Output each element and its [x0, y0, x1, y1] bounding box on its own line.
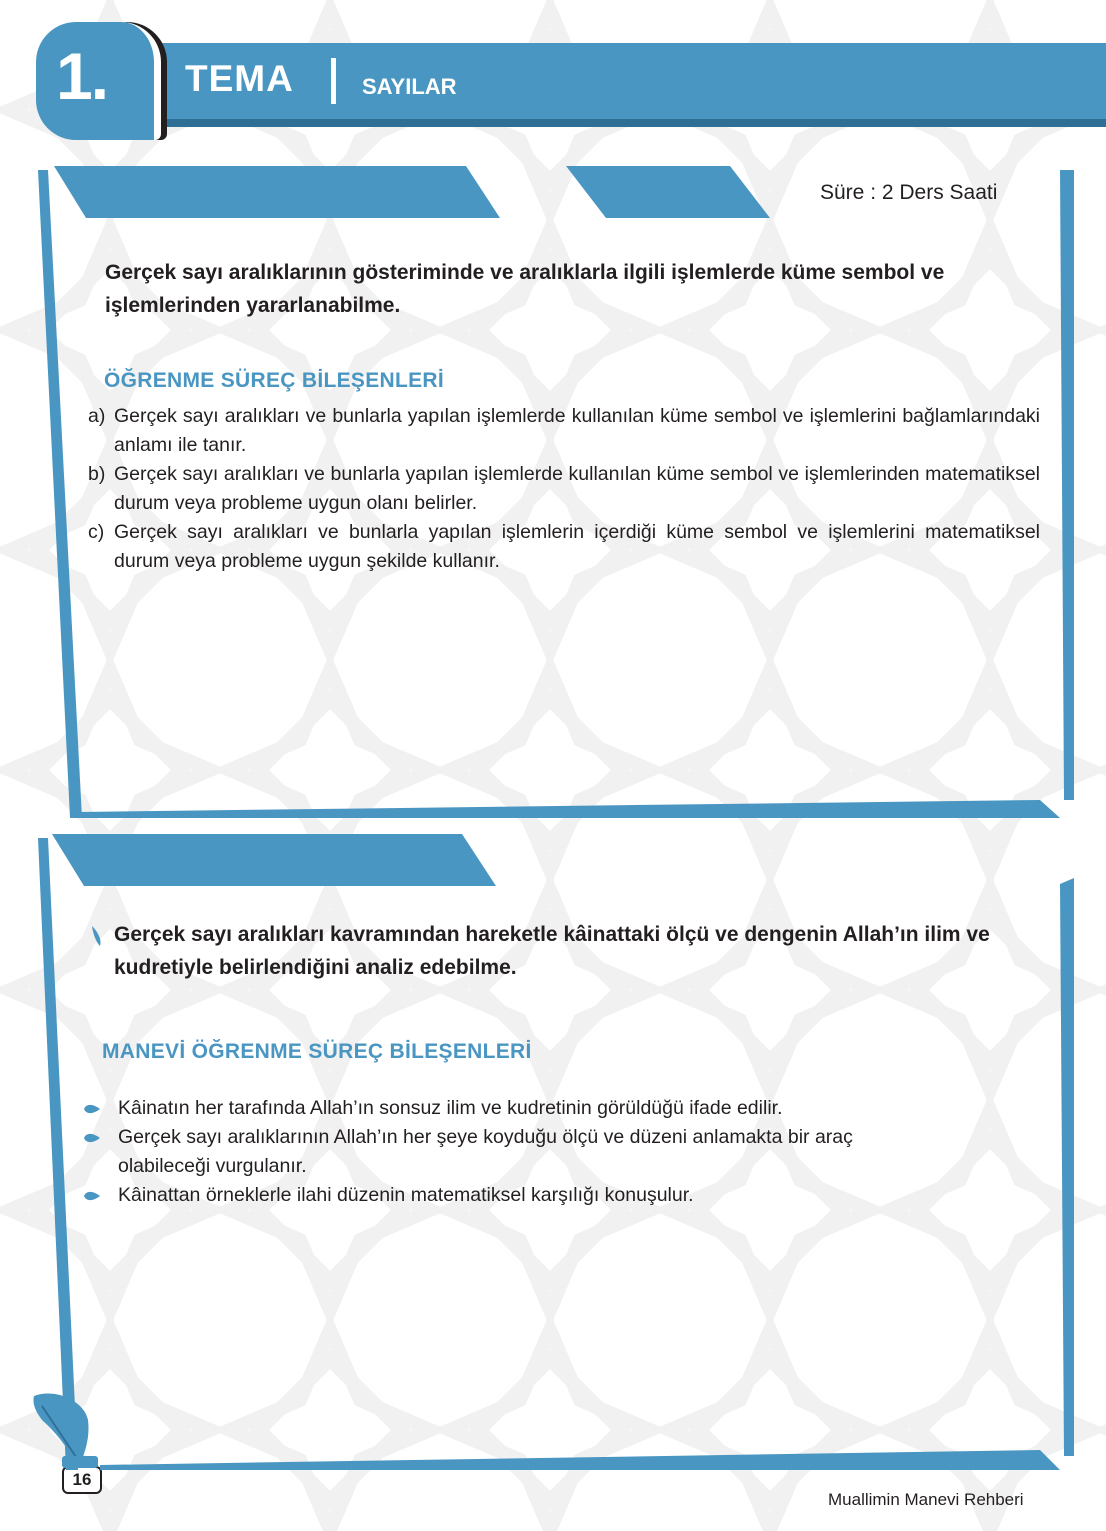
theme-number: 1.: [56, 39, 108, 113]
quill-inkwell-icon: [33, 1393, 98, 1468]
section1-outcome: Gerçek sayı aralıklarının gösteriminde ve aralıklarla ilgili işlemlerde küme sembol ve işlemlerinden yararlanabilme.: [105, 261, 945, 317]
list-item-text: Kâinatın her tarafında Allah’ın sonsuz ilim ve kudretinin görüldüğü ifade edilir.: [118, 1097, 783, 1119]
section2-title-tab: [52, 834, 496, 886]
footer-book-title: Muallimin Manevi Rehberi: [828, 1490, 1024, 1509]
section1-bottom-border: [78, 800, 1060, 818]
theme-label: TEMA: [185, 58, 294, 99]
list-item-text: Gerçek sayı aralıkları ve bunlarla yapılan işlemlerde kullanılan küme sembol ve işlemlerini bağlamlarındaki anlamı ile tanır.: [114, 405, 1040, 456]
list-item-letter: b): [88, 463, 106, 485]
list-item-letter: c): [88, 521, 105, 543]
section1-title-tab: [54, 166, 500, 218]
list-item-text: Gerçek sayı aralıkları ve bunlarla yapılan işlemlerde kullanılan küme sembol ve işlemlerinden matematiksel durum veya probleme uygun olanı belirler.: [114, 463, 1040, 514]
week-tab: [566, 166, 770, 218]
list-item-text: Gerçek sayı aralıklarının Allah’ın her şeye koyduğu ölçü ve düzeni anlamakta bir araç olabileceği vurgulanır.: [118, 1126, 853, 1177]
list-item-letter: a): [88, 405, 106, 427]
section1-left-border: [38, 170, 82, 818]
list-item-text: Gerçek sayı aralıkları ve bunlarla yapılan işlemlerin içerdiği küme sembol ve işlemlerini matematiksel durum veya probleme uygun şekilde kullanır.: [114, 521, 1040, 572]
list-item-text: Kâinattan örneklerle ilahi düzenin matematiksel karşılığı konuşulur.: [118, 1184, 694, 1206]
page-number: 16: [62, 1466, 102, 1494]
theme-name: SAYILAR: [362, 74, 457, 99]
section2-left-border: [38, 838, 78, 1470]
quill-marker-icon: [92, 926, 101, 946]
section2-right-border: [1060, 878, 1074, 1456]
section1-right-border: [1060, 170, 1074, 800]
section2-bottom-border: [100, 1450, 1060, 1470]
section2-components-title: MANEVİ ÖĞRENME SÜREÇ BİLEŞENLERİ: [102, 1040, 532, 1063]
section2-outcome: Gerçek sayı aralıkları kavramından hareketle kâinattaki ölçü ve dengenin Allah’ın ilim ve kudretiyle belirlendiğini analiz edebilme.: [114, 923, 990, 979]
section1-components-title: ÖĞRENME SÜREÇ BİLEŞENLERİ: [104, 369, 445, 392]
duration-label: Süre : 2 Ders Saati: [820, 181, 998, 204]
